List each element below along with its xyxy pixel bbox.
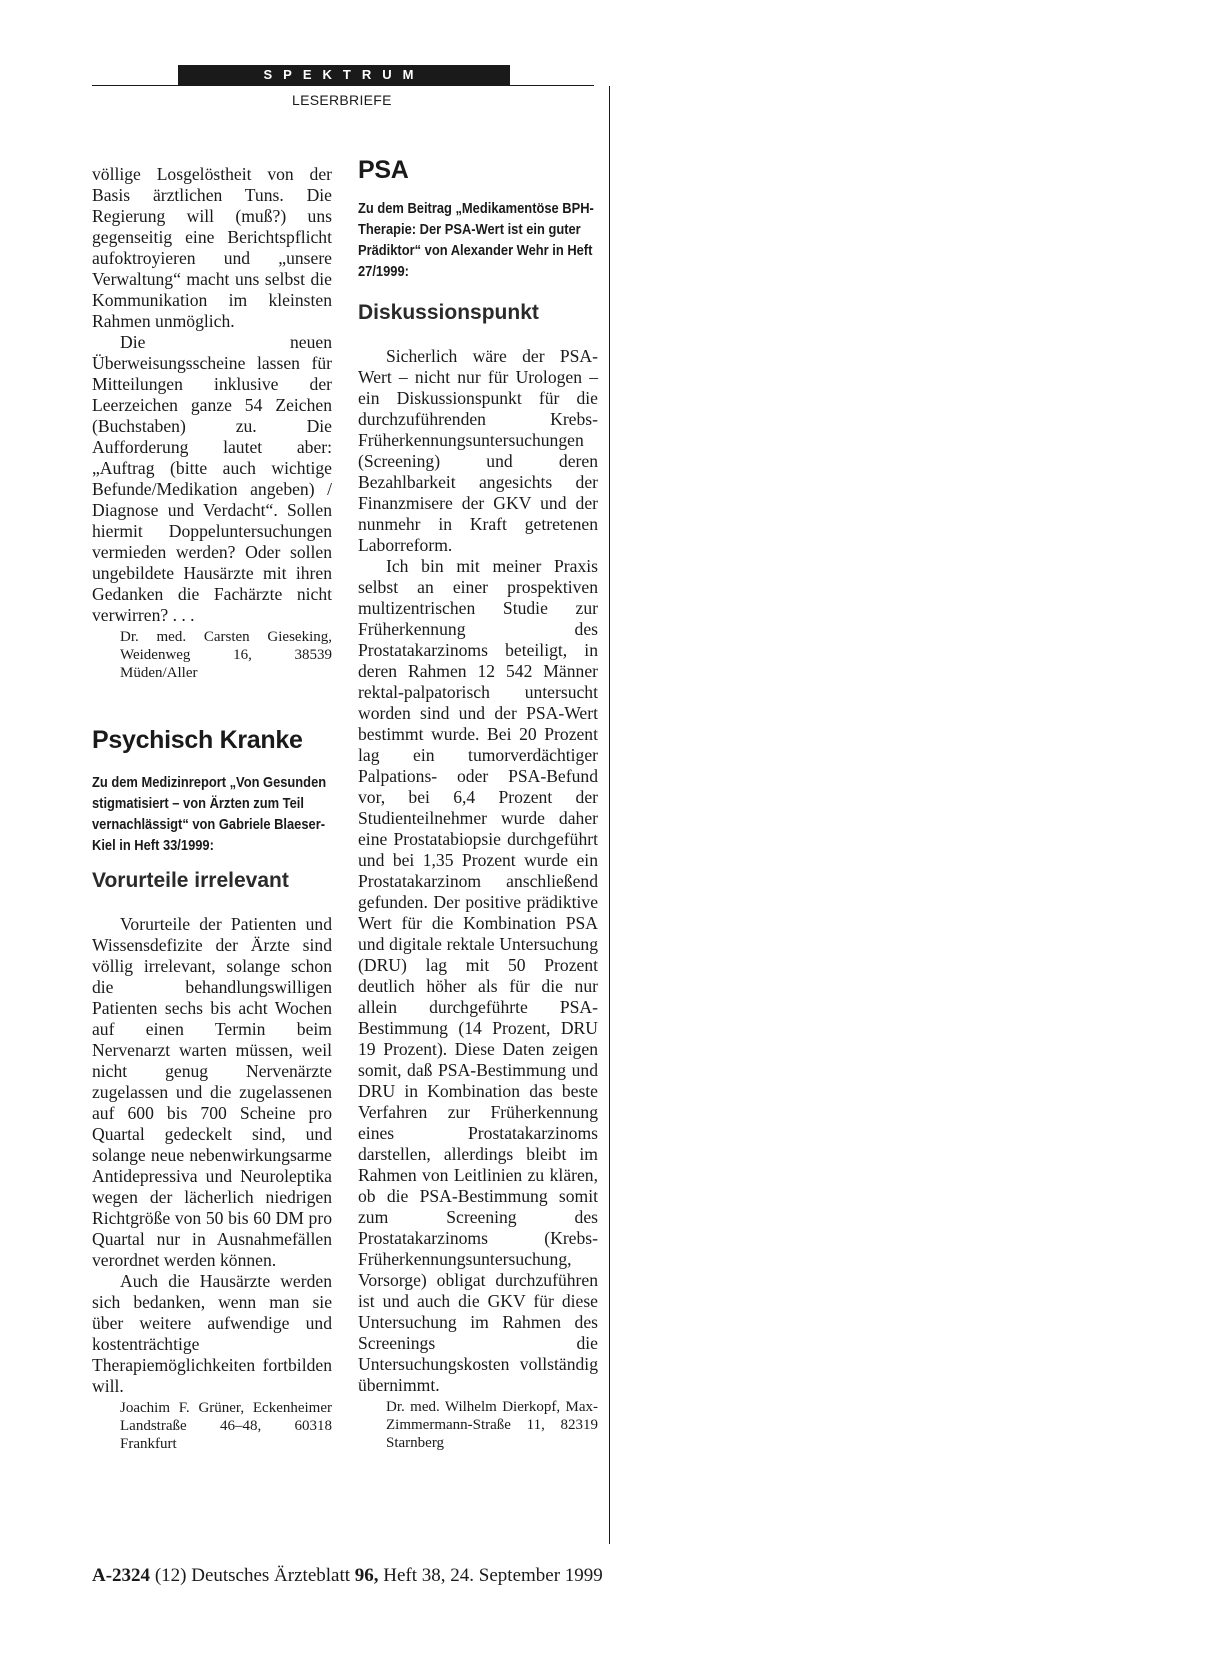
letter2-signature: Joachim F. Grüner, Eckenheimer Landstraße 46–48, 60318 Frankfurt <box>120 1400 332 1452</box>
subsection-label: LESERBRIEFE <box>292 92 392 108</box>
letter1-paragraph-1: völlige Losgelöstheit von der Basis ärztlichen Tuns. Die Regierung will (muß?) uns gegenseitig eine Berichtspflicht aufoktroyieren und „unsere Verwaltung“ macht uns selbst die Kommunikation im kleinsten Rahmen unmöglich. <box>92 164 332 331</box>
psa-paragraph-2: Ich bin mit meiner Praxis selbst an einer prospektiven multizentrischen Studie zur Früherkennung des Prostatakarzinoms beteiligt, in deren Rahmen 12 542 Männer rektal-palpatorisch untersucht worden sind und der PSA-Wert bestimmt wurde. Bei 20 Prozent lag ein tumorverdächtiger Palpations- oder PSA-Befund vor, bei 6,4 Prozent der Studienteilnehmer wurde daher eine Prostatabiopsie durchgeführt und bei 1,35 Prozent wurde ein Prostatakarzinom anschließend gefunden. Der positive prädiktive Wert für die Kombination PSA und digitale rektale Untersuchung (DRU) lag mit 50 Prozent deutlich höher als für die nur allein durchgeführte PSA-Bestimmung (14 Prozent, DRU 19 Prozent). Diese Daten zeigen somit, daß PSA-Bestimmung und DRU in Kombination das beste Verfahren zur Früherkennung eines Prostatakarzinoms darstellen, allerdings bleibt im Rahmen von Leitlinien zu klären, ob die PSA-Bestimmung somit zum Screening des Prostatakarzinoms (Krebs-Früherkennungsuntersuchung, Vorsorge) obligat durchzuführen ist und auch die GKV für diese Untersuchung im Rahmen des Screenings die Untersuchungskosten vollständig übernimmt. <box>358 556 598 1395</box>
right-column <box>358 156 598 1452</box>
section-header: SPEKTRUM <box>178 65 510 85</box>
psa-subtitle: Diskussionspunkt <box>358 301 539 324</box>
letter2-paragraph-2: Auch die Hausärzte werden sich bedanken, wenn man sie über weitere aufwendige und kostenträchtige Therapiemöglichkeiten fortbilden will. <box>92 1271 332 1396</box>
psa-intro: Zu dem Beitrag „Medikamentöse BPH-Therapie: Der PSA-Wert ist ein guter Prädiktor“ von Alexander Wehr in Heft 27/1999: <box>358 200 594 280</box>
letter1-paragraph-2: Die neuen Überweisungsscheine lassen für Mitteilungen inklusive der Leerzeichen ganze 54 Zeichen (Buchstaben) zu. Die Aufforderung lautet aber: „Auftrag (bitte auch wichtige Befunde/Medikation angeben) / Diagnose und Verdacht“. Sollen hiermit Doppeluntersuchungen vermieden werden? Oder sollen ungebildete Hausärzte mit ihren Gedanken die Fachärzte nicht verwirren? . . . <box>92 332 332 625</box>
letter1-signature: Dr. med. Carsten Gieseking, Weidenweg 16, 38539 Müden/Aller <box>120 629 332 681</box>
left-column <box>92 164 332 1453</box>
column-rule <box>609 86 610 1544</box>
psa-title: PSA <box>358 156 409 184</box>
footer-volume: 96, <box>354 1565 379 1586</box>
page-number: A-2324 <box>92 1565 151 1586</box>
psa-paragraph-1: Sicherlich wäre der PSA-Wert – nicht nur für Urologen – ein Diskussionspunkt für die durchzuführenden Krebs-Früherkennungsuntersuchungen (Screening) und deren Bezahlbarkeit angesichts der Finanzmisere der GKV und der nunmehr in Kraft getretenen Laborreform. <box>358 346 598 555</box>
footer-issue: Heft 38, 24. September 1999 <box>383 1565 603 1586</box>
letter2-paragraph-1: Vorurteile der Patienten und Wissensdefizite der Ärzte sind völlig irrelevant, solange schon die behandlungswilligen Patienten sechs bis acht Wochen auf einen Termin beim Nervenarzt warten müssen, weil nicht genug Nervenärzte zugelassen und die zugelassenen auf 600 bis 700 Scheine pro Quartal gedeckelt sind, und solange neue nebenwirkungsarme Antidepressiva und Neuroleptika wegen der lächerlich niedrigen Richtgröße von 50 bis 60 DM pro Quartal nur in Ausnahmefällen verordnet werden können. <box>92 914 332 1270</box>
footer-publication: (12) Deutsches Ärzteblatt <box>154 1565 351 1586</box>
letter2-intro: Zu dem Medizinreport „Von Gesunden stigmatisiert – von Ärzten zum Teil vernachlässigt“ von Gabriele Blaeser-Kiel in Heft 33/1999: <box>92 774 327 854</box>
page-footer <box>92 1565 603 1587</box>
header-rule <box>92 85 594 86</box>
psa-signature: Dr. med. Wilhelm Dierkopf, Max-Zimmermann-Straße 11, 82319 Starnberg <box>386 1399 598 1451</box>
letter2-subtitle: Vorurteile irrelevant <box>92 869 289 892</box>
letter2-title: Psychisch Kranke <box>92 726 303 754</box>
